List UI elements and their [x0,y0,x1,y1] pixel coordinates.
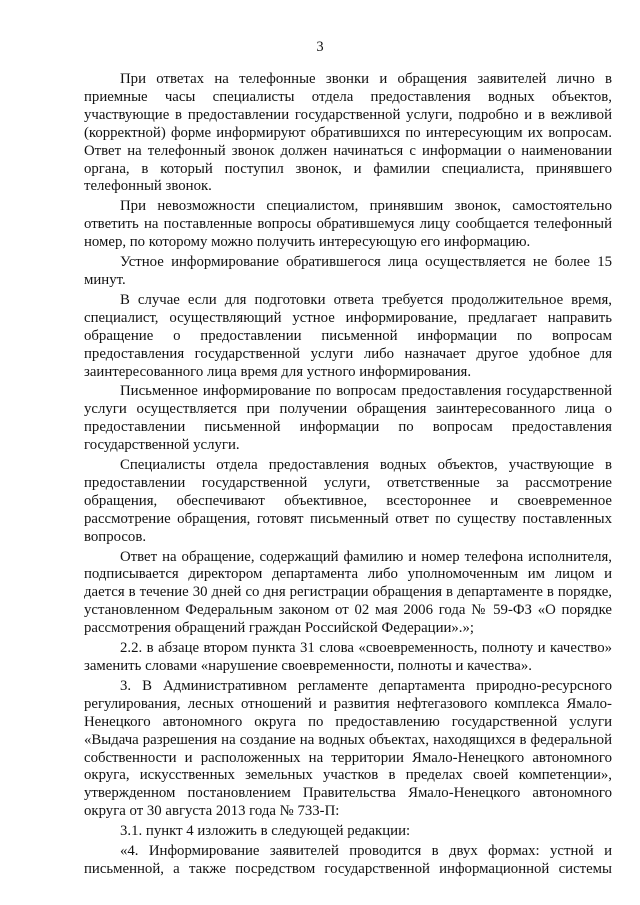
paragraph-oral-duration: Устное информирование обратившегося лица осуществляется не более 15 минут. [84,254,612,288]
paragraph-item-3-1: 3.1. пункт 4 изложить в следующей редакции: [120,823,411,840]
paragraph-item-4-quote: «4. Информирование заявителей проводится в двух формах: устной и письменной, а также посредством государственной информационной системы [84,843,612,877]
paragraph-phone-inquiries: При ответах на телефонные звонки и обращения заявителей лично в приемные часы специалисты отдела предоставления водных объектов, участвующие в предоставлении государственной услуги, подробно и в вежливой (корректной) форме информируют обратившихся по интересующим их вопросам. Ответ на телефонный звонок должен начинаться с информации о наименовании органа, в который поступил звонок, и фамилии специалиста, принявшего телефонный звонок. [84,71,612,195]
paragraph-specialists-review: Специалисты отдела предоставления водных объектов, участвующие в предоставлении государственной услуги, ответственные за рассмотрение обращения, обеспечивают объективное, всестороннее и своевременное рассмотрение обращения, готовят письменный ответ по существу поставленных вопросов. [84,457,612,545]
paragraph-long-preparation: В случае если для подготовки ответа требуется продолжительное время, специалист, осуществляющий устное информирование, предлагает направить обращение о предоставлении письменной информации по вопросам предоставления государственной услуги либо назначает другое удобное для заинтересованного лица время для устного информирования. [84,291,612,380]
paragraph-answer-signing: Ответ на обращение, содержащий фамилию и номер телефона исполнителя, подписывается директором департамента либо уполномоченным им лицом и дается в течение 30 дней со дня регистрации обращения в департаменте в порядке, установленном Федеральным законом от 02 мая 2006 года № 59-ФЗ «О порядке рассмотрения обращений граждан Российской Федерации».»; [84,548,612,637]
paragraph-item-2-2: 2.2. в абзаце втором пункта 31 слова «своевременность, полноту и качество» заменить словами «нарушение своевременности, полноты и качества». [84,640,612,674]
paragraph-item-3: 3. В Административном регламенте департамента природно-ресурсного регулирования, лесных отношений и развития нефтегазового комплекса Ямало-Ненецкого автономного округа по предоставлению государственной услуги «Выдача разрешения на создание на водных объектах, находящихся в федеральной собственности и расположенных на территории Ямало-Ненецкого автономного округа, искусственных земельных участков в пределах своей компетенции», утвержденном постановлением Правительства Ямало-Ненецкого автономного округа от 30 августа 2013 года № 733-П: [84,677,612,820]
document-body [84,71,612,879]
paragraph-written-informing: Письменное информирование по вопросам предоставления государственной услуги осуществляется при получении обращения заинтересованного лица о предоставлении письменной информации по вопросам предоставления государственной услуги. [84,383,612,454]
page-number: 3 [316,39,324,55]
paragraph-unable-to-answer: При невозможности специалистом, принявшим звонок, самостоятельно ответить на поставленные вопросы обратившемуся лицу сообщается телефонный номер, по которому можно получить интересующую его информацию. [84,198,612,251]
